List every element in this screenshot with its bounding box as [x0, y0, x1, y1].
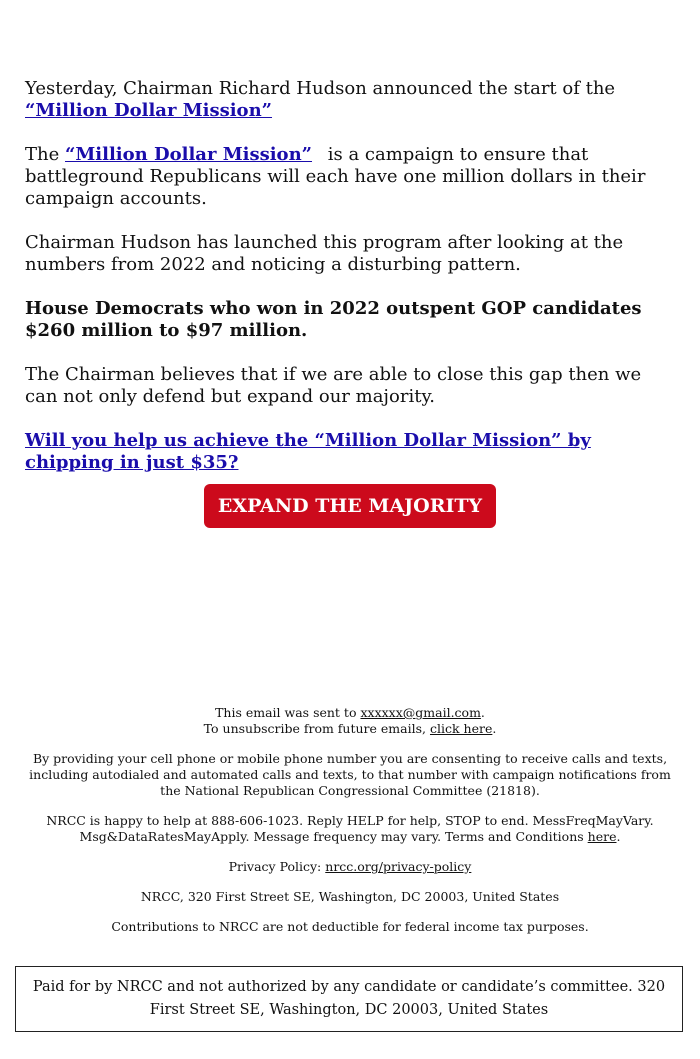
mission-text: is a campaign to ensure that battleground Republicans will each have one million dollars in their campaign accounts.	[25, 144, 646, 209]
sms-consent: By providing your cell phone or mobile phone number you are consenting to receive calls and texts, including autodialed and automated calls and texts, to that number with campaign notifications from the National Republican Congressional Committee (21818).	[29, 751, 671, 798]
button-container	[0, 484, 700, 528]
mailing-address: NRCC, 320 First Street SE, Washington, DC 20003, United States	[140, 889, 560, 904]
terms-link[interactable]: here	[587, 829, 617, 844]
mission-paragraph	[25, 144, 675, 210]
privacy-policy	[20, 859, 680, 875]
tax-deductible-notice: Contributions to NRCC are not deductible for federal income tax purposes.	[111, 919, 589, 934]
donate-cta-link[interactable]: Will you help us achieve the “Million Dollar Mission” by chipping in just $35?	[25, 430, 591, 473]
email-footer	[20, 705, 680, 949]
privacy-policy-link[interactable]: nrcc.org/privacy-policy	[325, 859, 472, 874]
help-text: NRCC is happy to help at 888-606-1023. Reply HELP for help, STOP to end. MessFreqMayVary. Msg&DataRatesMayApply. Message frequency may vary. Terms and Conditions	[46, 813, 654, 844]
intro-paragraph	[25, 78, 675, 122]
sent-to-text: This email was sent to	[215, 705, 357, 720]
sent-suffix: .	[480, 705, 485, 720]
expand-majority-button[interactable]: EXPAND THE MAJORITY	[204, 484, 496, 528]
pattern-paragraph: Chairman Hudson has launched this program after looking at the numbers from 2022 and noticing a disturbing pattern.	[25, 232, 624, 275]
unsubscribe-link[interactable]: click here	[429, 721, 493, 736]
unsubscribe-suffix: .	[492, 721, 497, 736]
mission-prefix: The	[25, 144, 60, 165]
intro-text: Yesterday, Chairman Richard Hudson announced the start of the	[25, 78, 616, 99]
cta-paragraph	[25, 430, 675, 474]
majority-paragraph: The Chairman believes that if we are able to close this gap then we can not only defend but expand our majority.	[25, 364, 642, 407]
help-notice	[20, 813, 680, 845]
paid-for-disclaimer	[15, 966, 683, 1032]
paid-for-text: Paid for by NRCC and not authorized by any candidate or candidate’s committee. 320 First Street SE, Washington, DC 20003, United States	[32, 979, 666, 1018]
spending-statement: House Democrats who won in 2022 outspent GOP candidates $260 million to $97 million.	[25, 298, 642, 341]
email-body	[25, 78, 675, 496]
privacy-label: Privacy Policy:	[228, 859, 322, 874]
mission-link[interactable]: “Million Dollar Mission”	[65, 144, 313, 165]
terms-suffix: .	[616, 829, 621, 844]
million-dollar-mission-link[interactable]: “Million Dollar Mission”	[25, 100, 273, 121]
unsubscribe-text: To unsubscribe from future emails,	[203, 721, 426, 736]
sent-to-notice	[20, 705, 680, 737]
recipient-email-link[interactable]: xxxxxx@gmail.com	[360, 705, 481, 720]
